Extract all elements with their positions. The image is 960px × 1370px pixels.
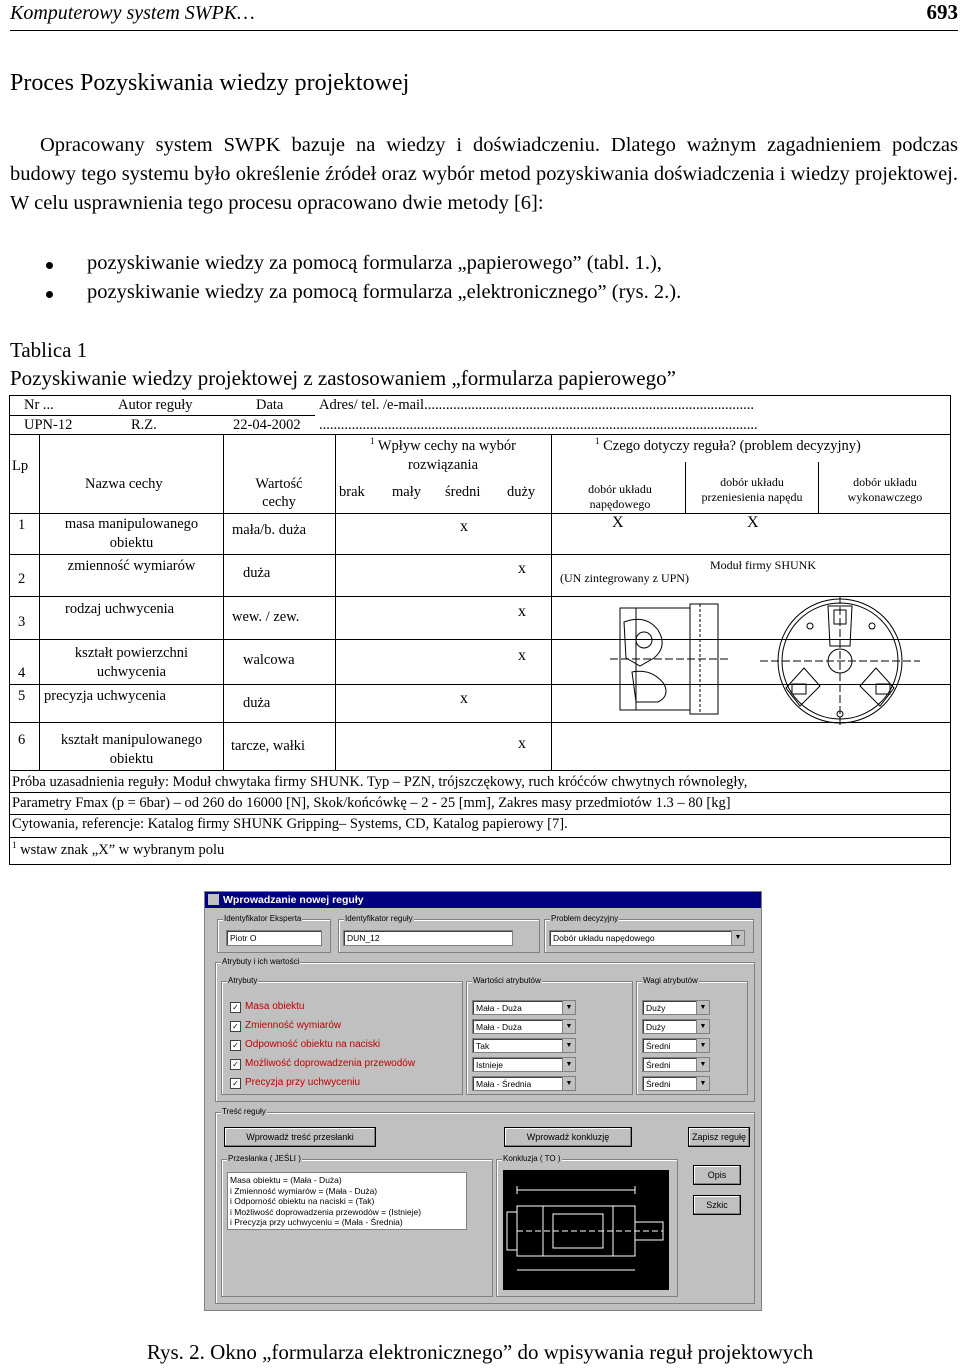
attr-checkbox-3[interactable]: ✓ Odpowność obiektu na naciski bbox=[230, 1039, 380, 1051]
cylinder-sketch bbox=[503, 1170, 669, 1290]
attr-checkbox-1[interactable]: ✓ Masa obiektu bbox=[230, 1001, 304, 1013]
checkbox-checked-icon: ✓ bbox=[230, 1078, 241, 1089]
chevron-down-icon: ▼ bbox=[562, 1039, 575, 1052]
rule-id-input[interactable]: DUN_12 bbox=[343, 930, 513, 946]
attr-weight-select-2[interactable]: Duży ▼ bbox=[642, 1019, 710, 1034]
chevron-down-icon: ▼ bbox=[696, 1077, 709, 1090]
row-3-name-1: rodzaj uchwycenia bbox=[65, 601, 175, 617]
row-1-mark: x bbox=[460, 518, 468, 535]
chevron-down-icon: ▼ bbox=[562, 1058, 575, 1071]
header-influence-1: $^1$ Wpływ cechy na wybór bbox=[370, 436, 516, 454]
running-title: Komputerowy system SWPK… bbox=[10, 2, 255, 24]
row-4-name-2: uchwycenia bbox=[96, 664, 167, 680]
decision-drive: dobór układu napędowego bbox=[588, 482, 652, 511]
header-influence-2: rozwiązania bbox=[407, 457, 479, 473]
attr-value-select-2[interactable]: Mała - Duża ▼ bbox=[472, 1019, 576, 1034]
row-4-mark: x bbox=[518, 647, 526, 664]
section-title: Proces Pozyskiwania wiedzy projektowej bbox=[10, 70, 410, 96]
figure-caption: Rys. 2. Okno „formularza elektronicznego” do wpisywania reguł projektowych bbox=[146, 1340, 814, 1364]
attr-weight-select-3[interactable]: Średni ▼ bbox=[642, 1038, 710, 1053]
chevron-down-icon: ▼ bbox=[696, 1058, 709, 1071]
row-2-value: duża bbox=[243, 565, 271, 581]
premise-text[interactable]: Masa obiektu = (Mała - Duża) i Zmienność wymiarów = (Mała - Duża) i Odporność obiektu na naciski = (Tak) i Możliwość doprowadzenia przewodów = (Istnieje) i Precyzja przy uchwyceniu = (Mała - Średnia) bbox=[227, 1172, 467, 1230]
attr-value-select-5[interactable]: Mała - Średnia ▼ bbox=[472, 1076, 576, 1091]
header-concern: $^1$ Czego dotyczy reguła? (problem decyzyjny) bbox=[595, 436, 861, 454]
rule-entry-window bbox=[204, 891, 762, 1311]
module-label: Moduł firmy SHUNK bbox=[710, 558, 817, 572]
attr-value-select-3[interactable]: Tak ▼ bbox=[472, 1038, 576, 1053]
chevron-down-icon: ▼ bbox=[731, 931, 744, 945]
level-large: duży bbox=[507, 484, 536, 500]
attribute-values-group: Wartości atrybutów bbox=[466, 981, 633, 1095]
decision-transmission: dobór układu przeniesienia napędu bbox=[701, 475, 803, 504]
row-5-mark: x bbox=[460, 690, 468, 707]
problem-select[interactable]: Dobór układu napędowego ▼ bbox=[549, 930, 745, 946]
checkbox-checked-icon: ✓ bbox=[230, 1040, 241, 1051]
attributes-group: Atrybuty i ich wartości Atrybuty Wartości atrybutów Wagi atrybutów ✓ Masa obiektu ✓ Zmienność wymiarów ✓ Odpowność obiektu na naciski ✓ Możliwość doprowadzenia przewodów ✓ Precyzja przy uchwyceniu Mała - Duża ▼ Mała - Duża ▼ Tak ▼ Istnieje ▼ Mała - Średnia ▼ Duży ▼ Duży ▼ Średni ▼ Średni ▼ Średni ▼ bbox=[215, 962, 755, 1102]
expert-id-input[interactable]: Piotr O bbox=[226, 930, 322, 946]
header-value-1: Wartość bbox=[255, 476, 303, 492]
row-1-name-2: obiektu bbox=[109, 535, 154, 551]
checkbox-checked-icon: ✓ bbox=[230, 1021, 241, 1032]
label-date: Data bbox=[256, 397, 284, 413]
conclusion-group: Konkluzja ( TO ) bbox=[496, 1159, 678, 1297]
row-6-name-2: obiektu bbox=[109, 751, 154, 767]
attr-weight-select-5[interactable]: Średni ▼ bbox=[642, 1076, 710, 1091]
row-5-value: duża bbox=[243, 695, 271, 711]
row-4-value: walcowa bbox=[243, 652, 295, 668]
row-6-name-1: kształt manipulowanego bbox=[60, 732, 203, 748]
chevron-down-icon: ▼ bbox=[562, 1001, 575, 1014]
attribute-weights-group: Wagi atrybutów bbox=[636, 981, 748, 1095]
chevron-down-icon: ▼ bbox=[562, 1077, 575, 1090]
row-6-mark: x bbox=[518, 735, 526, 752]
level-medium: średni bbox=[445, 484, 481, 500]
header-value-2: cechy bbox=[262, 494, 296, 510]
attr-checkbox-4[interactable]: ✓ Możliwość doprowadzenia przewodów bbox=[230, 1058, 415, 1070]
citations: Cytowania, referencje: Katalog firmy SHUNK Gripping– Systems, CD, Katalog papierowy [7]. bbox=[12, 816, 568, 832]
value-date: 22-04-2002 bbox=[233, 417, 301, 433]
attr-value-select-1[interactable]: Mała - Duża ▼ bbox=[472, 1000, 576, 1015]
row-3-lp: 3 bbox=[18, 614, 26, 630]
row-2-mark: x bbox=[518, 560, 526, 577]
decision-mark-drive: X bbox=[612, 514, 624, 531]
sketch-button[interactable]: Szkic bbox=[693, 1195, 741, 1215]
label-author: Autor reguły bbox=[118, 397, 193, 413]
value-nr: UPN-12 bbox=[24, 417, 73, 433]
save-rule-button[interactable]: Zapisz regułę bbox=[688, 1127, 750, 1147]
header-lp: Lp bbox=[12, 458, 29, 474]
chevron-down-icon: ▼ bbox=[696, 1001, 709, 1014]
row-5-name-1: precyzja uchwycenia bbox=[44, 688, 166, 704]
enter-conclusion-button[interactable]: Wprowadź konkluzję bbox=[504, 1127, 632, 1147]
level-none: brak bbox=[339, 484, 365, 500]
row-2-name-1: zmienność wymiarów bbox=[67, 558, 196, 574]
row-1-lp: 1 bbox=[18, 517, 26, 533]
window-app-icon bbox=[208, 894, 219, 905]
justification-line-2: Parametry Fmax (p = 6bar) – od 260 do 16000 [N], Skok/końcówkę – 2 - 25 [mm], Zakres masy przedmiotów 1.3 – 80 [kg] bbox=[12, 795, 731, 811]
table-number: Tablica 1 bbox=[10, 338, 88, 362]
attr-value-select-4[interactable]: Istnieje ▼ bbox=[472, 1057, 576, 1072]
level-small: mały bbox=[392, 484, 421, 500]
premise-group: Przesłanka ( JEŚLI ) Masa obiektu = (Mała - Duża) i Zmienność wymiarów = (Mała - Duża) i Odporność obiektu na naciski = (Tak) i Możliwość doprowadzenia przewodów = (Istnieje) i Precyzja przy uchwyceniu = (Mała - Średnia) bbox=[221, 1159, 493, 1297]
address-dots: ......................................................................................................................... bbox=[319, 417, 758, 433]
value-author: R.Z. bbox=[131, 417, 157, 433]
problem-group: Problem decyzyjny Dobór układu napędowego ▼ bbox=[544, 919, 754, 953]
justification-line-1: Próba uzasadnienia reguły: Moduł chwytaka firmy SHUNK. Typ – PZN, trójszczękowy, ruch króćców chwytnych równoległy, bbox=[12, 774, 748, 790]
row-6-value: tarcze, wałki bbox=[231, 738, 306, 754]
row-3-mark: x bbox=[518, 603, 526, 620]
row-1-name-1: masa manipulowanego bbox=[64, 516, 199, 532]
expert-id-group: Identyfikator Eksperta Piotr O bbox=[217, 919, 331, 953]
cylinder-drawing bbox=[503, 1170, 669, 1290]
chevron-down-icon: ▼ bbox=[696, 1020, 709, 1033]
row-2-lp: 2 bbox=[18, 571, 26, 587]
row-6-lp: 6 bbox=[18, 732, 26, 748]
row-5-lp: 5 bbox=[18, 688, 26, 704]
rule-id-group: Identyfikator reguły DUN_12 bbox=[338, 919, 540, 953]
table-title: Pozyskiwanie wiedzy projektowej z zastosowaniem „formularza papierowego” bbox=[10, 366, 676, 390]
chevron-down-icon: ▼ bbox=[562, 1020, 575, 1033]
enter-premise-button[interactable]: Wprowadź treść przesłanki bbox=[224, 1127, 376, 1147]
page-number: 693 bbox=[926, 0, 958, 24]
footnote: $^1$ wstaw znak „X” w wybranym polu bbox=[12, 840, 225, 858]
label-nr: Nr ... bbox=[24, 397, 54, 413]
attr-checkbox-2[interactable]: ✓ Zmienność wymiarów bbox=[230, 1020, 341, 1032]
decision-mark-transmission: X bbox=[747, 514, 759, 531]
paper-form-table bbox=[9, 395, 951, 865]
row-4-lp: 4 bbox=[18, 665, 26, 681]
decision-executive: dobór układu wykonawczego bbox=[847, 475, 923, 504]
row-3-value: wew. / zew. bbox=[232, 609, 300, 625]
attr-weight-select-4[interactable]: Średni ▼ bbox=[642, 1057, 710, 1072]
checkbox-checked-icon: ✓ bbox=[230, 1059, 241, 1070]
row-1-value: mała/b. duża bbox=[232, 522, 307, 538]
attr-checkbox-5[interactable]: ✓ Precyzja przy uchwyceniu bbox=[230, 1077, 360, 1089]
row-4-name-1: kształt powierzchni bbox=[74, 645, 189, 661]
attributes-list-group: Atrybuty bbox=[221, 981, 463, 1095]
attr-weight-select-1[interactable]: Duży ▼ bbox=[642, 1000, 710, 1015]
module-sub: (UN zintegrowany z UPN) bbox=[560, 571, 689, 585]
window-title-bar: Wprowadzanie nowej reguły bbox=[205, 892, 761, 908]
header-feature-name: Nazwa cechy bbox=[85, 476, 163, 492]
checkbox-checked-icon: ✓ bbox=[230, 1002, 241, 1013]
rule-content-group: Treść reguły Wprowadź treść przesłanki Wprowadź konkluzję Zapisz regułę Przesłanka ( JEŚLI ) Masa obiektu = (Mała - Duża) i Zmienność wymiarów = (Mała - Duża) i Odporność obiektu na naciski = (Tak) i Możliwość doprowadzenia przewodów = (Istnieje) i Precyzja przy uchwyceniu = (Mała - Średnia) Konkluzja ( TO ) Opis Szkic bbox=[215, 1112, 755, 1304]
label-address: Adres/ tel. /e-mail........................................................................................... bbox=[319, 397, 754, 413]
description-button[interactable]: Opis bbox=[693, 1165, 741, 1185]
body-paragraph: Opracowany system SWPK bazuje na wiedzy i doświadczeniu. Dlatego ważnym zagadnieniem podczas budowy tego systemu było określenie źródeł oraz wybór metod pozyskiwania doświadczenia i wiedzy projektowej. W celu usprawnienia tego procesu opracowano dwie metody [6]: bbox=[10, 134, 958, 214]
chevron-down-icon: ▼ bbox=[696, 1039, 709, 1052]
gripper-drawing bbox=[610, 596, 940, 731]
